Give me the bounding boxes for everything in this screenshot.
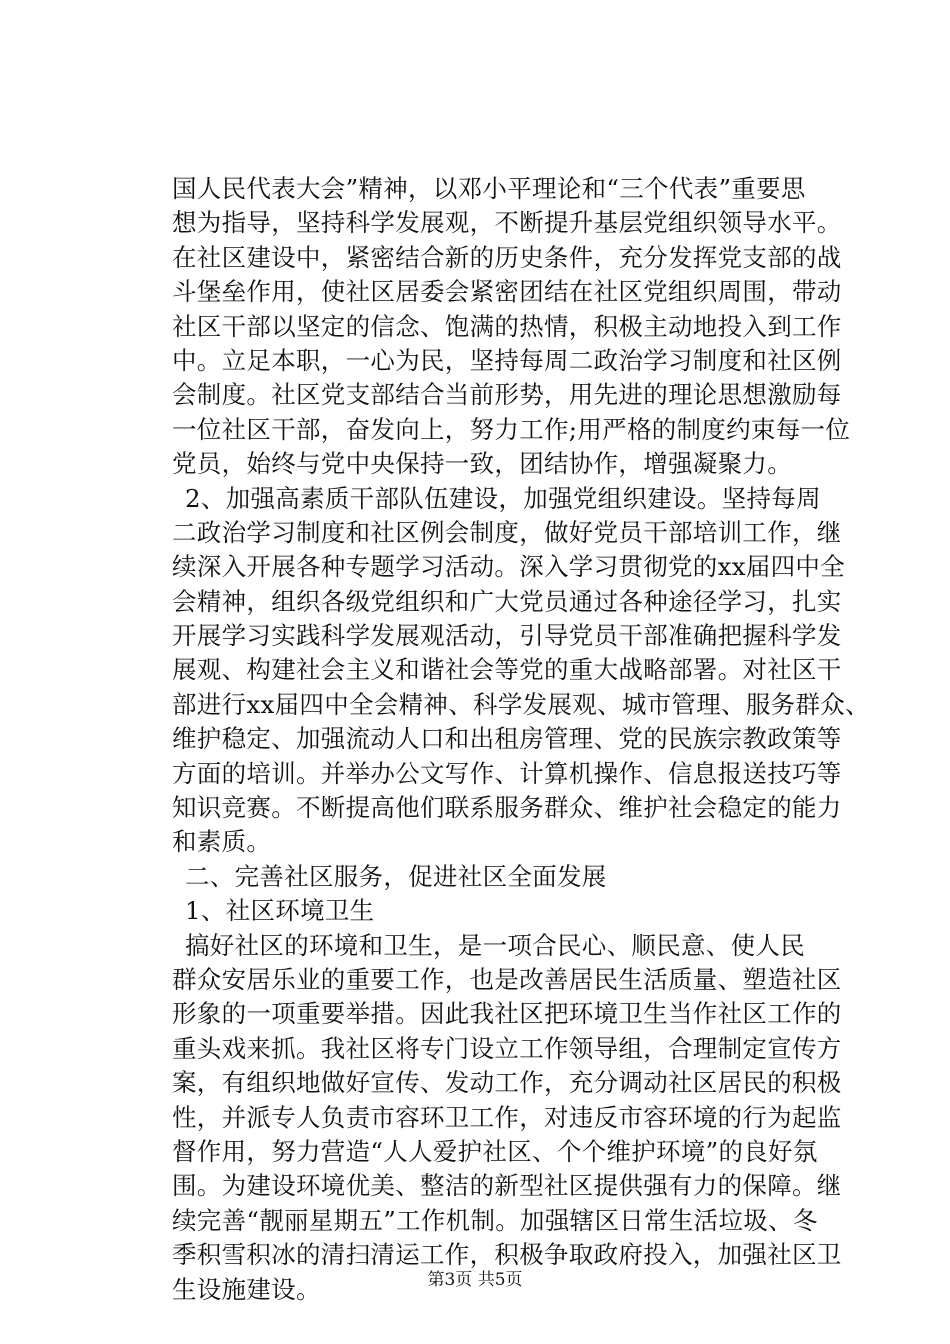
text-line: 季积雪积冰的清扫清运工作，积极争取政府投入，加强社区卫 [172,1240,842,1270]
text-line: 维护稳定、加强流动人口和出租房管理、党的民族宗教政策等 [172,724,842,754]
text-line: 性，并派专人负责市容环卫工作，对违反市容环境的行为起监 [172,1102,842,1132]
text-line: 生设施建设。 [172,1274,321,1304]
text-line: 开展学习实践科学发展观活动，引导党员干部准确把握科学发 [172,621,842,651]
text-line: 群众安居乐业的重要工作，也是改善居民生活质量、塑造社区 [172,964,842,994]
text-line: 一位社区干部，奋发向上，努力工作;用严格的制度约束每一位 [172,414,851,444]
text-line: 续深入开展各种专题学习活动。深入学习贯彻党的xx届四中全 [172,552,846,582]
text-line: 二政治学习制度和社区例会制度，做好党员干部培训工作，继 [172,517,842,547]
subsection-heading: 1、社区环境卫生 [185,896,375,926]
paragraph-start-line: 2、加强高素质干部队伍建设，加强党组织建设。坚持每周 [185,483,821,513]
text-line: 国人民代表大会”精神，以邓小平理论和“三个代表”重要思 [172,174,806,203]
text-line: 斗堡垒作用，使社区居委会紧密团结在社区党组织周围，带动 [172,277,842,307]
text-line: 知识竞赛。不断提高他们联系服务群众、维护社会稳定的能力 [172,793,842,823]
text-line: 案，有组织地做好宣传、发动工作，充分调动社区居民的积极 [172,1068,842,1098]
text-line: 会制度。社区党支部结合当前形势，用先进的理论思想激励每 [172,380,842,410]
text-line: 想为指导，坚持科学发展观，不断提升基层党组织领导水平。 [172,208,842,238]
section-heading: 二、完善社区服务，促进社区全面发展 [185,861,607,891]
text-line: 和素质。 [172,827,272,857]
text-line: 围。为建设环境优美、整洁的新型社区提供强有力的保障。继 [172,1171,842,1201]
text-line: 会精神，组织各级党组织和广大党员通过各种途径学习，扎实 [172,586,842,616]
page-number-footer: 第3页 共5页 [427,1270,523,1290]
text-line: 续完善“靓丽星期五”工作机制。加强辖区日常生活垃圾、冬 [172,1205,818,1235]
text-line: 社区干部以坚定的信念、饱满的热情，积极主动地投入到工作 [172,311,842,341]
text-line: 中。立足本职，一心为民，坚持每周二政治学习制度和社区例 [172,345,842,375]
paragraph-start-line: 搞好社区的环境和卫生，是一项合民心、顺民意、使人民 [185,930,805,960]
body-text [172,172,870,1307]
text-line: 部进行xx届四中全会精神、科学发展观、城市管理、服务群众、 [172,689,870,719]
text-line: 在社区建设中，紧密结合新的历史条件，充分发挥党支部的战 [172,242,842,272]
text-line: 展观、构建社会主义和谐社会等党的重大战略部署。对社区干 [172,655,842,685]
text-line: 重头戏来抓。我社区将专门设立工作领导组，合理制定宣传方 [172,1033,842,1063]
text-line: 形象的一项重要举措。因此我社区把环境卫生当作社区工作的 [172,999,842,1029]
text-line: 党员，始终与党中央保持一致，团结协作，增强凝聚力。 [172,449,792,479]
text-line: 督作用，努力营造“人人爱护社区、个个维护环境”的良好氛 [172,1136,818,1166]
text-line: 方面的培训。并举办公文写作、计算机操作、信息报送技巧等 [172,758,842,788]
